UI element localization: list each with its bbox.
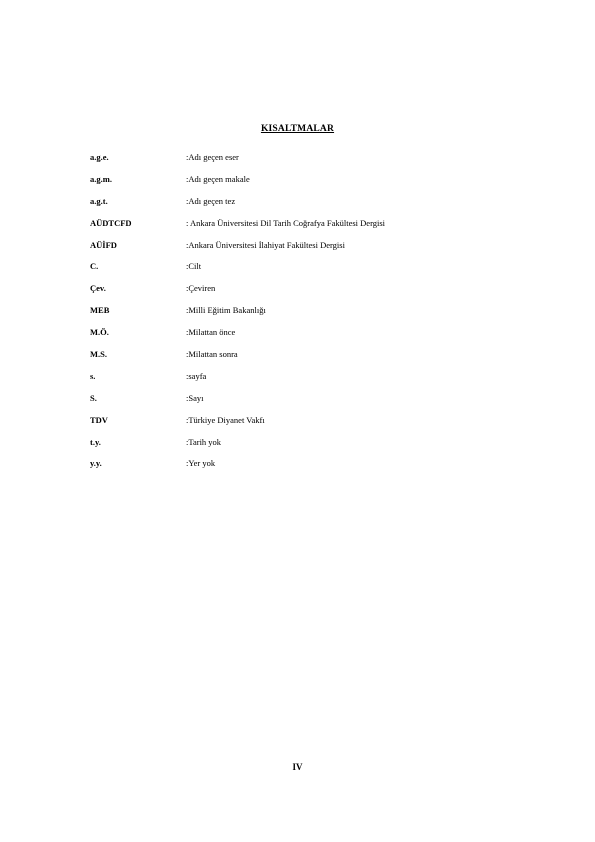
abbreviation-meaning: :Türkiye Diyanet Vakfı (186, 414, 265, 425)
abbreviation-meaning: : Ankara Üniversitesi Dil Tarih Coğrafya Fakültesi Dergisi (186, 217, 386, 228)
abbreviation-row (90, 437, 510, 459)
abbreviation-row (90, 393, 510, 415)
abbreviation-meaning: :Milattan önce (186, 327, 236, 338)
abbreviation-meaning: :Adı geçen tez (186, 195, 236, 206)
abbreviation-row (90, 415, 510, 437)
abbreviation-meaning: :Tarih yok (186, 436, 222, 447)
abbreviation-row (90, 371, 510, 393)
abbreviation-row (90, 196, 510, 218)
abbreviation-meaning: :Cilt (186, 261, 202, 272)
abbreviation-row (90, 327, 510, 349)
abbreviation-term: AÜDTCFD (90, 217, 132, 228)
abbreviation-meaning: :Milattan sonra (186, 349, 238, 360)
abbreviation-meaning: :Milli Eğitim Bakanlığı (186, 305, 266, 316)
abbreviation-term: s. (90, 370, 96, 381)
abbreviation-term: a.g.t. (90, 195, 108, 206)
abbreviation-term: a.g.m. (90, 173, 112, 184)
abbreviation-meaning: :sayfa (186, 370, 207, 381)
abbreviation-term: AÜİFD (90, 239, 117, 250)
abbreviation-term: MEB (90, 305, 110, 316)
abbreviation-row (90, 174, 510, 196)
page-title: KISALTMALAR (260, 124, 335, 134)
abbreviation-meaning: :Ankara Üniversitesi İlahiyat Fakültesi Dergisi (186, 239, 345, 250)
abbreviation-row (90, 458, 510, 480)
abbreviation-term: TDV (90, 414, 108, 425)
abbreviation-term: S. (90, 392, 97, 403)
abbreviation-list (90, 152, 510, 480)
abbreviation-term: C. (90, 261, 99, 272)
abbreviation-meaning: :Adı geçen makale (186, 173, 250, 184)
abbreviation-row (90, 240, 510, 262)
abbreviation-row (90, 305, 510, 327)
abbreviation-term: M.S. (90, 349, 107, 360)
abbreviation-meaning: :Sayı (186, 392, 204, 403)
abbreviation-row (90, 261, 510, 283)
abbreviation-term: t.y. (90, 436, 101, 447)
abbreviation-meaning: :Yer yok (186, 458, 216, 469)
abbreviation-term: M.Ö. (90, 327, 109, 338)
abbreviation-meaning: :Çeviren (186, 283, 216, 294)
abbreviation-row (90, 152, 510, 174)
abbreviation-term: y.y. (90, 458, 102, 469)
page-number: IV (292, 762, 303, 772)
abbreviation-row (90, 283, 510, 305)
abbreviation-row (90, 349, 510, 371)
abbreviation-term: Çev. (90, 283, 106, 294)
abbreviation-term: a.g.e. (90, 152, 109, 162)
abbreviation-meaning: :Adı geçen eser (186, 152, 239, 162)
abbreviation-row (90, 218, 510, 240)
